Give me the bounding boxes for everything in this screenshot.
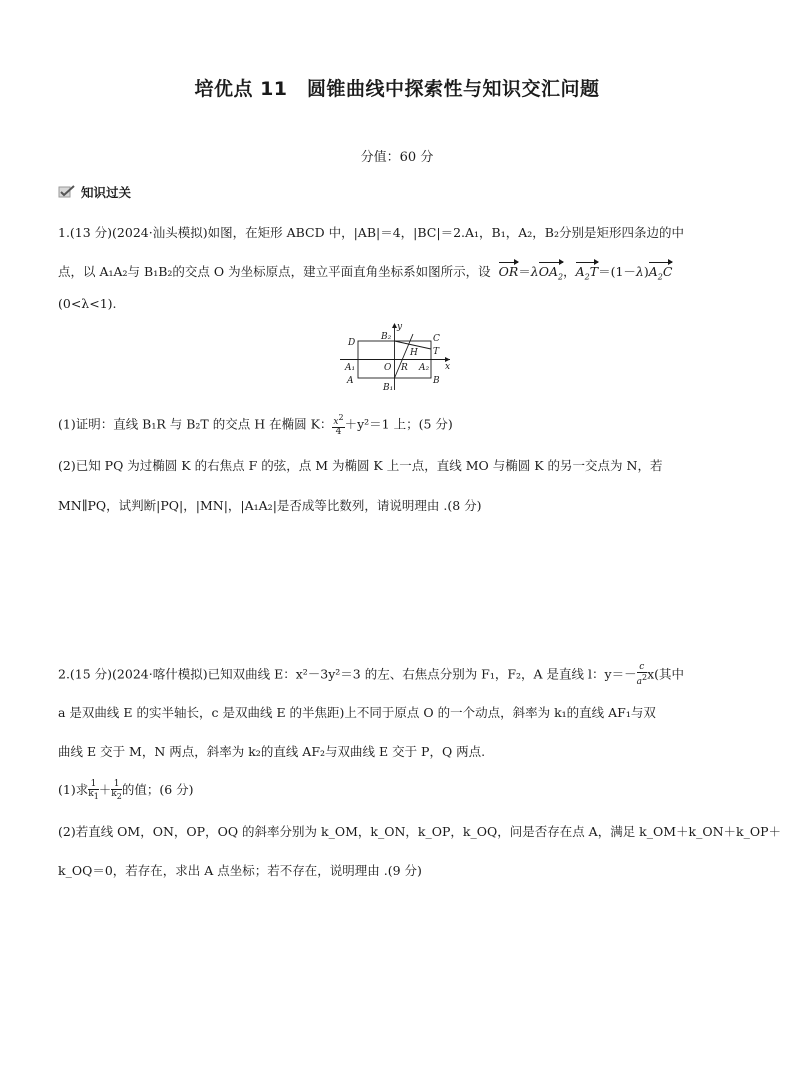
figure-label-b: B bbox=[433, 376, 440, 386]
figure-label-x: x bbox=[445, 362, 451, 372]
page-title: 培优点 11 圆锥曲线中探索性与知识交汇问题 bbox=[194, 78, 600, 100]
figure-label-c: C bbox=[433, 334, 440, 344]
q1-line-3: (0<λ<1). bbox=[58, 296, 117, 311]
q2-part-1-tail: 的值；(6 分) bbox=[121, 782, 194, 797]
fraction-1-over-k1: $\frac{1}{k_1}$ bbox=[88, 779, 99, 801]
figure-label-a2: A₂ bbox=[419, 363, 430, 373]
q1-line-1: 1.(13 分)(2024·汕头模拟)如图，在矩形 ABCD 中，|AB|＝4，|BC|＝2.A₁，B₁，A₂，B₂分别是矩形四条边的中 bbox=[58, 225, 684, 240]
score-line: 分值：60 分 bbox=[360, 150, 434, 165]
q2-part-2-line-1: (2)若直线 OM，ON，OP，OQ 的斜率分别为 k_OM，k_ON，k_OP，k_OQ，问是否存在点 A，满足 k_OM＋k_ON＋k_OP＋ bbox=[58, 824, 782, 839]
q2-part-1: (1)求 $\frac{1}{k_1}$ ＋ $\frac{1}{k_2}$ 的值；(6 分) bbox=[58, 779, 194, 801]
section-header bbox=[58, 183, 131, 201]
figure-label-h: H bbox=[410, 348, 418, 358]
q2-part-2-line-2: k_OQ＝0，若存在，求出 A 点坐标；若不存在，说明理由 .(9 分) bbox=[58, 863, 422, 878]
q2-part-1-text: (1)求 bbox=[58, 782, 89, 797]
q1-vector-eq: OR＝λOA$_2$，$A_2T=(1-\lambda)A_2C$ bbox=[498, 264, 673, 282]
q2-line-1-text: 2.(15 分)(2024·喀什模拟)已知双曲线 E：x²－3y²＝3 的左、右焦点分别为 F₁，F₂，A 是直线 l：y＝－ bbox=[58, 666, 637, 682]
figure-label-t: T bbox=[433, 347, 440, 357]
figure-label-r: R bbox=[401, 363, 408, 373]
q1-part-1-tail: ＋y²＝1 上；(5 分) bbox=[344, 416, 453, 432]
figure-label-a1: A₁ bbox=[345, 363, 356, 373]
q2-line-1-tail: x(其中 bbox=[647, 666, 684, 682]
figure-label-b1: B₁ bbox=[383, 383, 394, 393]
q1-line-2-text: 点，以 A₁A₂与 B₁B₂的交点 O 为坐标原点，建立平面直角坐标系如图所示，设 bbox=[58, 264, 491, 279]
figure-label-o: O bbox=[384, 363, 392, 373]
fraction-c-over-a2: $\frac{c}{a^2}$ bbox=[636, 662, 648, 687]
q1-part-2-line-2: MN∥PQ，试判断|PQ|，|MN|，|A₁A₂|是否成等比数列，请说明理由 .(8 分) bbox=[58, 498, 482, 513]
q1-part-1 bbox=[58, 413, 453, 437]
figure-label-a: A bbox=[347, 376, 354, 386]
rectangle-figure bbox=[340, 320, 456, 396]
q2-line-1 bbox=[58, 663, 684, 687]
fraction-1-over-k2: $\frac{1}{k_2}$ bbox=[111, 779, 122, 801]
q2-line-3: 曲线 E 交于 M，N 两点，斜率为 k₂的直线 AF₂与双曲线 E 交于 P，Q 两点. bbox=[58, 744, 486, 759]
figure-label-y: y bbox=[397, 322, 403, 332]
q2-line-2: a 是双曲线 E 的实半轴长，c 是双曲线 E 的半焦距)上不同于原点 O 的一个动点，斜率为 k₁的直线 AF₁与双 bbox=[58, 705, 656, 720]
q1-part-2-line-1: (2)已知 PQ 为过椭圆 K 的右焦点 F 的弦，点 M 为椭圆 K 上一点，直线 MO 与椭圆 K 的另一交点为 N，若 bbox=[58, 458, 663, 473]
fraction-x2-over-4: $\frac{x^2}{4}$ bbox=[333, 413, 344, 437]
section-label: 知识过关 bbox=[81, 185, 132, 200]
q1-line-2 bbox=[58, 262, 672, 282]
q1-part-1-text: (1)证明：直线 B₁R 与 B₂T 的交点 H 在椭圆 K： bbox=[58, 416, 333, 432]
checkbox-icon bbox=[58, 185, 76, 199]
figure-label-b2: B₂ bbox=[381, 332, 392, 342]
figure-label-d: D bbox=[348, 338, 356, 348]
